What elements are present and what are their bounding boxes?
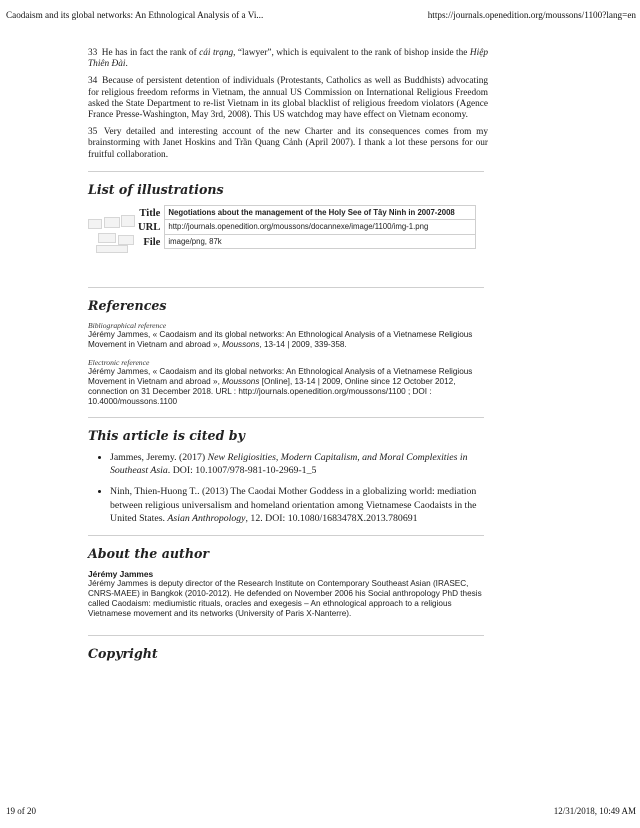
footnote-35: 35 Very detailed and interesting account of the new Charter and its consequences comes from my brainstorming with Janet Hoskins and Trần Quang Cảnh (April 2007). I thank a lot these persons for our fruitful collaboration. — [88, 127, 488, 160]
bibliographical-reference-label: Bibliographical reference — [88, 320, 167, 330]
footnote-number[interactable]: 35 — [88, 127, 98, 138]
illustration-url-row: URL http://journals.openedition.org/moussons/docannexe/image/1100/img-1.png — [138, 220, 476, 234]
section-divider — [88, 287, 484, 288]
list-item[interactable]: • Jammes, Jeremy. (2017) New Religiosities, Modern Capitalism, and Moral Complexities in Southeast Asia. DOI: 10.1007/978-981-10-2969-1_5 — [110, 451, 488, 478]
footnotes — [88, 48, 488, 161]
illustration-thumbnail[interactable] — [88, 211, 134, 255]
section-divider — [88, 535, 484, 536]
illustration-info-table — [138, 205, 476, 249]
list-item[interactable]: • Ninh, Thien-Huong T.. (2013) The Caodai Mother Goddess in a globalizing world: mediation between religious universalism and homeland orientation among Vietnamese Caodaists in the United States. Asian Anthropology, 12. DOI: 10.1080/1683478X.2013.780691 — [110, 485, 488, 525]
electronic-reference: Jérémy Jammes, « Caodaism and its global networks: An Ethnological Analysis of a Vietnamese Religious Movement in Vietnam and abroad », Moussons [Online], 13-14 | 2009, Online since 12 October 2012, connection on 31 December 2018. URL : http://journals.openedition.org/moussons/1100 ; DOI : 10.4000/moussons.1100 — [88, 366, 473, 406]
bibliographical-reference: Jérémy Jammes, « Caodaism and its global networks: An Ethnological Analysis of a Vietnamese Religious Movement in Vietnam and abroad », Moussons, 13-14 | 2009, 339-358. — [88, 329, 473, 349]
author-name[interactable]: Jérémy Jammes — [88, 569, 154, 580]
footnote-34: 34 Because of persistent detention of individuals (Protestants, Catholics as well as Buddhists) advocating for religious freedom reforms in Vietnam, the annual US Commission on International Religious Freedom asked the State Department to re-list Vietnam in its global blacklist of religious freedom violators (Agence France Presse-Washington, May 3rd, 2008). This US watchdog may have effect on Vietnam economy. — [88, 76, 489, 121]
cited-by-heading: This article is cited by — [88, 427, 245, 443]
author-bio: Jérémy Jammes is deputy director of the Research Institute on Contemporary Southeast Asian (IRASEC, CNRS-MAEE) in Bangkok (2010-2012). He defended on November 2006 his Social anthropology PhD thesis called Caodaism: mediumistic rituals, oracles and exegesis – An ethnological approach to a religious Vietnamese movement and its networks (University of Paris X-Nanterre). — [88, 579, 482, 619]
page-number: 19 of 20 — [6, 806, 36, 816]
illustration-entry — [88, 205, 488, 277]
section-divider — [88, 635, 484, 636]
about-author-heading: About the author — [88, 546, 210, 562]
illustration-file-row: File image/png, 87k — [138, 234, 476, 248]
section-divider — [88, 171, 484, 172]
footnote-number[interactable]: 34 — [88, 76, 98, 87]
footnote-number[interactable]: 33 — [88, 48, 98, 58]
print-header-title: Caodaism and its global networks: An Ethnological Analysis of a Vi... — [6, 10, 264, 20]
illustration-title-row: Title Negotiations about the management of the Holy See of Tây Ninh in 2007-2008 — [138, 205, 476, 219]
illustration-title: Negotiations about the management of the Holy See of Tây Ninh in 2007-2008 — [165, 205, 476, 219]
illustration-url-link[interactable]: http://journals.openedition.org/moussons/docannexe/image/1100/img-1.png — [165, 220, 476, 234]
copyright-heading: Copyright — [88, 646, 158, 662]
illustration-file: image/png, 87k — [165, 234, 476, 248]
print-footer — [6, 806, 636, 820]
electronic-reference-label: Electronic reference — [88, 357, 150, 367]
cited-by-list — [88, 451, 488, 525]
print-datetime: 12/31/2018, 10:49 AM — [553, 806, 636, 816]
illustrations-heading: List of illustrations — [88, 181, 224, 197]
print-header — [6, 10, 636, 24]
footnote-33: 33 He has in fact the rank of cái trạng, “lawyer”, which is equivalent to the rank of bishop inside the Hiệp Thiên Đài. — [88, 48, 488, 70]
print-header-url: https://journals.openedition.org/moussons/1100?lang=en — [427, 10, 636, 20]
references-heading: References — [88, 297, 167, 313]
article-content — [88, 48, 488, 669]
section-divider — [88, 417, 484, 418]
